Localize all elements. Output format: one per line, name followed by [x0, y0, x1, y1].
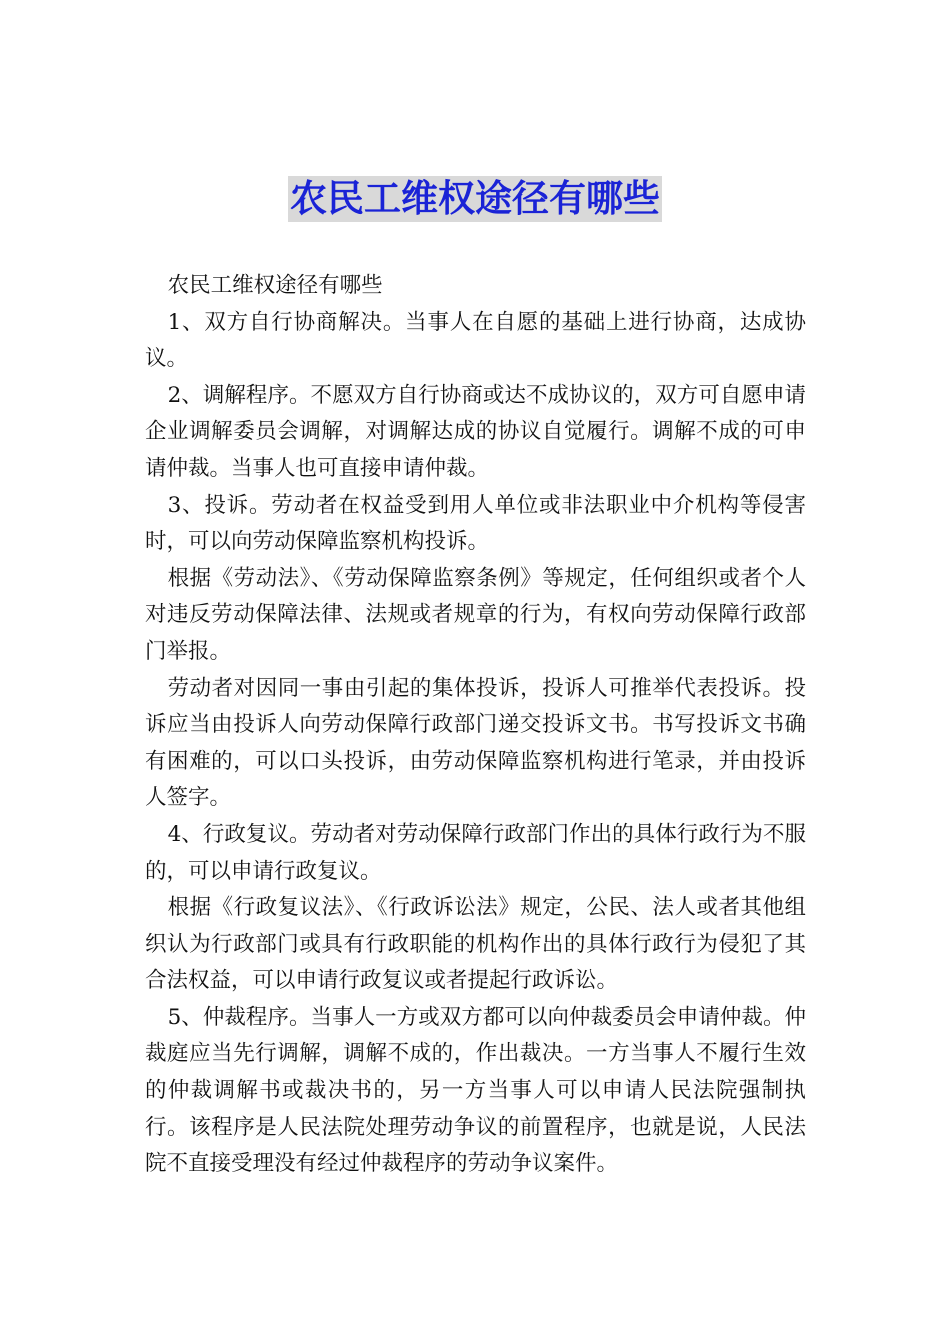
- paragraph-heading: 农民工维权途径有哪些: [167, 273, 383, 298]
- title-container: [0, 176, 950, 222]
- document-title: 农民工维权途径有哪些: [290, 177, 660, 220]
- document-body: [145, 268, 806, 1183]
- paragraph-mediation: 2、调解程序。不愿双方自行协商或达不成协议的，双方可自愿申请企业调解委员会调解，对调解达成的协议自觉履行。调解不成的可申请仲裁。当事人也可直接申请仲裁。: [145, 382, 806, 481]
- paragraph-arbitration: 5、仲裁程序。当事人一方或双方都可以向仲裁委员会申请仲裁。仲裁庭应当先行调解，调解不成的，作出裁决。一方当事人不履行生效的仲裁调解书或裁决书的，另一方当事人可以申请人民法院强制执行。该程序是人民法院处理劳动争议的前置程序，也就是说，人民法院不直接受理没有经过仲裁程序的劳动争议案件。: [145, 1004, 806, 1177]
- paragraph-negotiation: 1、双方自行协商解决。当事人在自愿的基础上进行协商，达成协议。: [145, 309, 806, 372]
- paragraph-collective-complaint: 劳动者对因同一事由引起的集体投诉，投诉人可推举代表投诉。投诉应当由投诉人向劳动保障行政部门递交投诉文书。书写投诉文书确有困难的，可以口头投诉，由劳动保障监察机构进行笔录，并由投诉人签字。: [145, 675, 806, 811]
- paragraph-complaint: 3、投诉。劳动者在权益受到用人单位或非法职业中介机构等侵害时，可以向劳动保障监察机构投诉。: [145, 492, 806, 555]
- paragraph-review-basis: 根据《行政复议法》、《行政诉讼法》规定，公民、法人或者其他组织认为行政部门或具有行政职能的机构作出的具体行政行为侵犯了其合法权益，可以申请行政复议或者提起行政诉讼。: [145, 895, 806, 994]
- paragraph-administrative-review: 4、行政复议。劳动者对劳动保障行政部门作出的具体行政行为不服的，可以申请行政复议。: [145, 821, 806, 884]
- paragraph-complaint-basis: 根据《劳动法》、《劳动保障监察条例》等规定，任何组织或者个人对违反劳动保障法律、法规或者规章的行为，有权向劳动保障行政部门举报。: [145, 565, 806, 664]
